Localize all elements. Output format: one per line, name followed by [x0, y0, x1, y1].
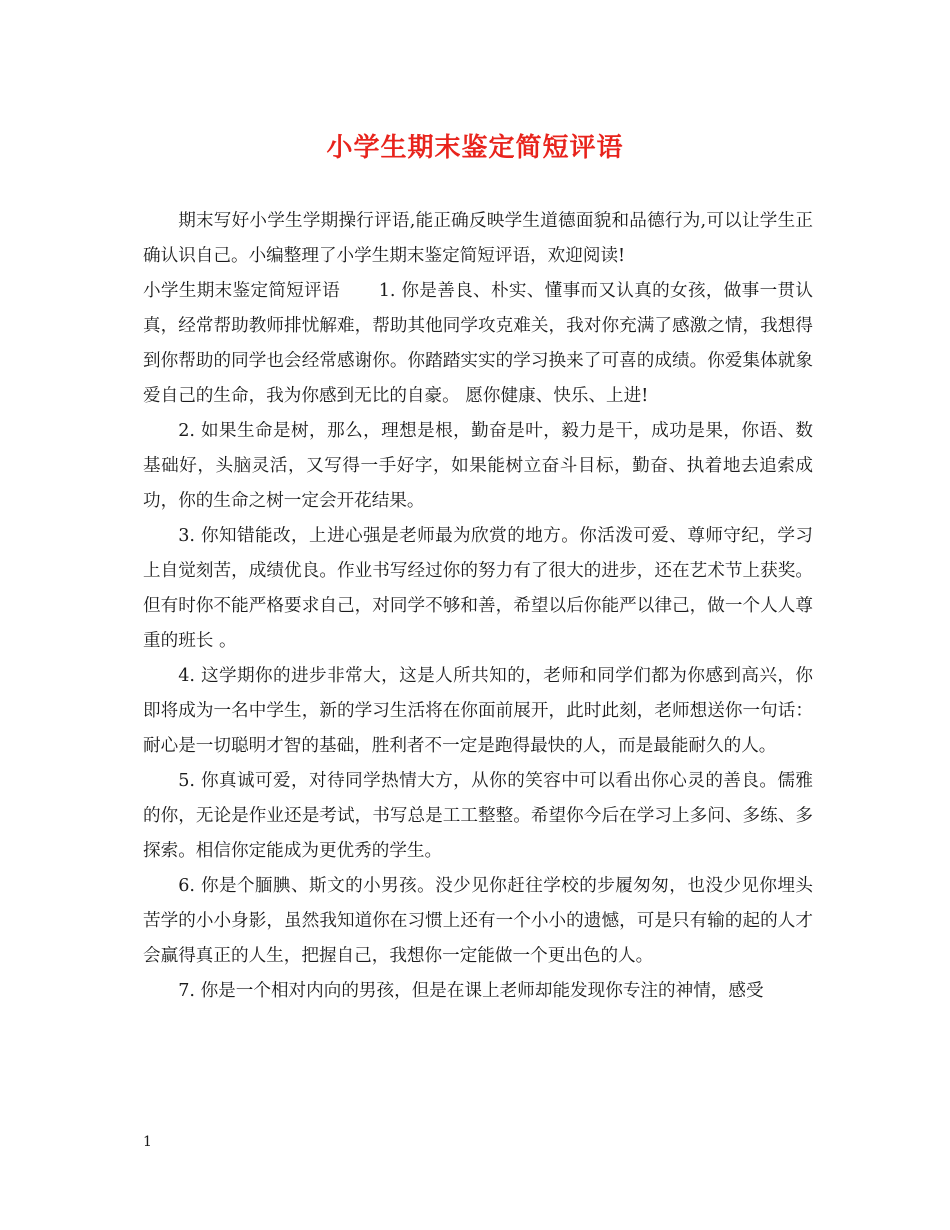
comment-paragraph-7: 7. 你是一个相对内向的男孩，但是在课上老师却能发现你专注的神情，感受: [178, 981, 764, 1001]
page-number: 1: [143, 1134, 152, 1150]
comment-paragraph-6: 6. 你是个腼腆、斯文的小男孩。没少见你赶往学校的步履匆匆，也没少见你埋头苦学的小小身影，虽然我知道你在习惯上还有一个小小的遗憾，可是只有输的起的人才会赢得真正的人生，把握自己，我想你一定能做一个更出色的人。: [143, 876, 813, 966]
comment-paragraph-4: 4. 这学期你的进步非常大，这是人所共知的，老师和同学们都为你感到高兴，你即将成为一名中学生，新的学习生活将在你面前展开，此时此刻，老师想送你一句话：耐心是一切聪明才智的基础，胜利者不一定是跑得最快的人，而是最能耐久的人。: [143, 666, 813, 756]
intro-paragraph: 期末写好小学生学期操行评语,能正确反映学生道德面貌和品德行为,可以让学生正确认识自己。小编整理了小学生期末鉴定简短评语，欢迎阅读!: [143, 211, 813, 266]
document-title: 小学生期末鉴定简短评语: [326, 133, 624, 163]
comment-paragraph-3: 3. 你知错能改，上进心强是老师最为欣赏的地方。你活泼可爱、尊师守纪，学习上自觉刻苦，成绩优良。作业书写经过你的努力有了很大的进步，还在艺术节上获奖。但有时你不能严格要求自己，对同学不够和善，希望以后你能严以律己，做一个人人尊重的班长 。: [143, 526, 813, 651]
comment-paragraph-1: [143, 274, 813, 414]
document-body: [143, 204, 813, 1009]
comment-paragraph-2: 2. 如果生命是树，那么，理想是根，勤奋是叶，毅力是干，成功是果，你语、数基础好，头脑灵活，又写得一手好字，如果能树立奋斗目标，勤奋、执着地去追索成功，你的生命之树一定会开花结果。: [143, 421, 813, 511]
section-heading: 小学生期末鉴定简短评语: [143, 281, 340, 301]
comment-paragraph-5: 5. 你真诚可爱，对待同学热情大方，从你的笑容中可以看出你心灵的善良。儒雅的你，无论是作业还是考试，书写总是工工整整。希望你今后在学习上多问、多练、多探索。相信你定能成为更优秀的学生。: [143, 771, 813, 861]
comment-text-1: 1. 你是善良、朴实、懂事而又认真的女孩，做事一贯认真，经常帮助教师排忧解难，帮助其他同学攻克难关，我对你充满了感激之情，我想得到你帮助的同学也会经常感谢你。你踏踏实实的学习换来了可喜的成绩。你爱集体就象爱自己的生命，我为你感到无比的自豪。 愿你健康、快乐、上进!: [143, 281, 813, 406]
